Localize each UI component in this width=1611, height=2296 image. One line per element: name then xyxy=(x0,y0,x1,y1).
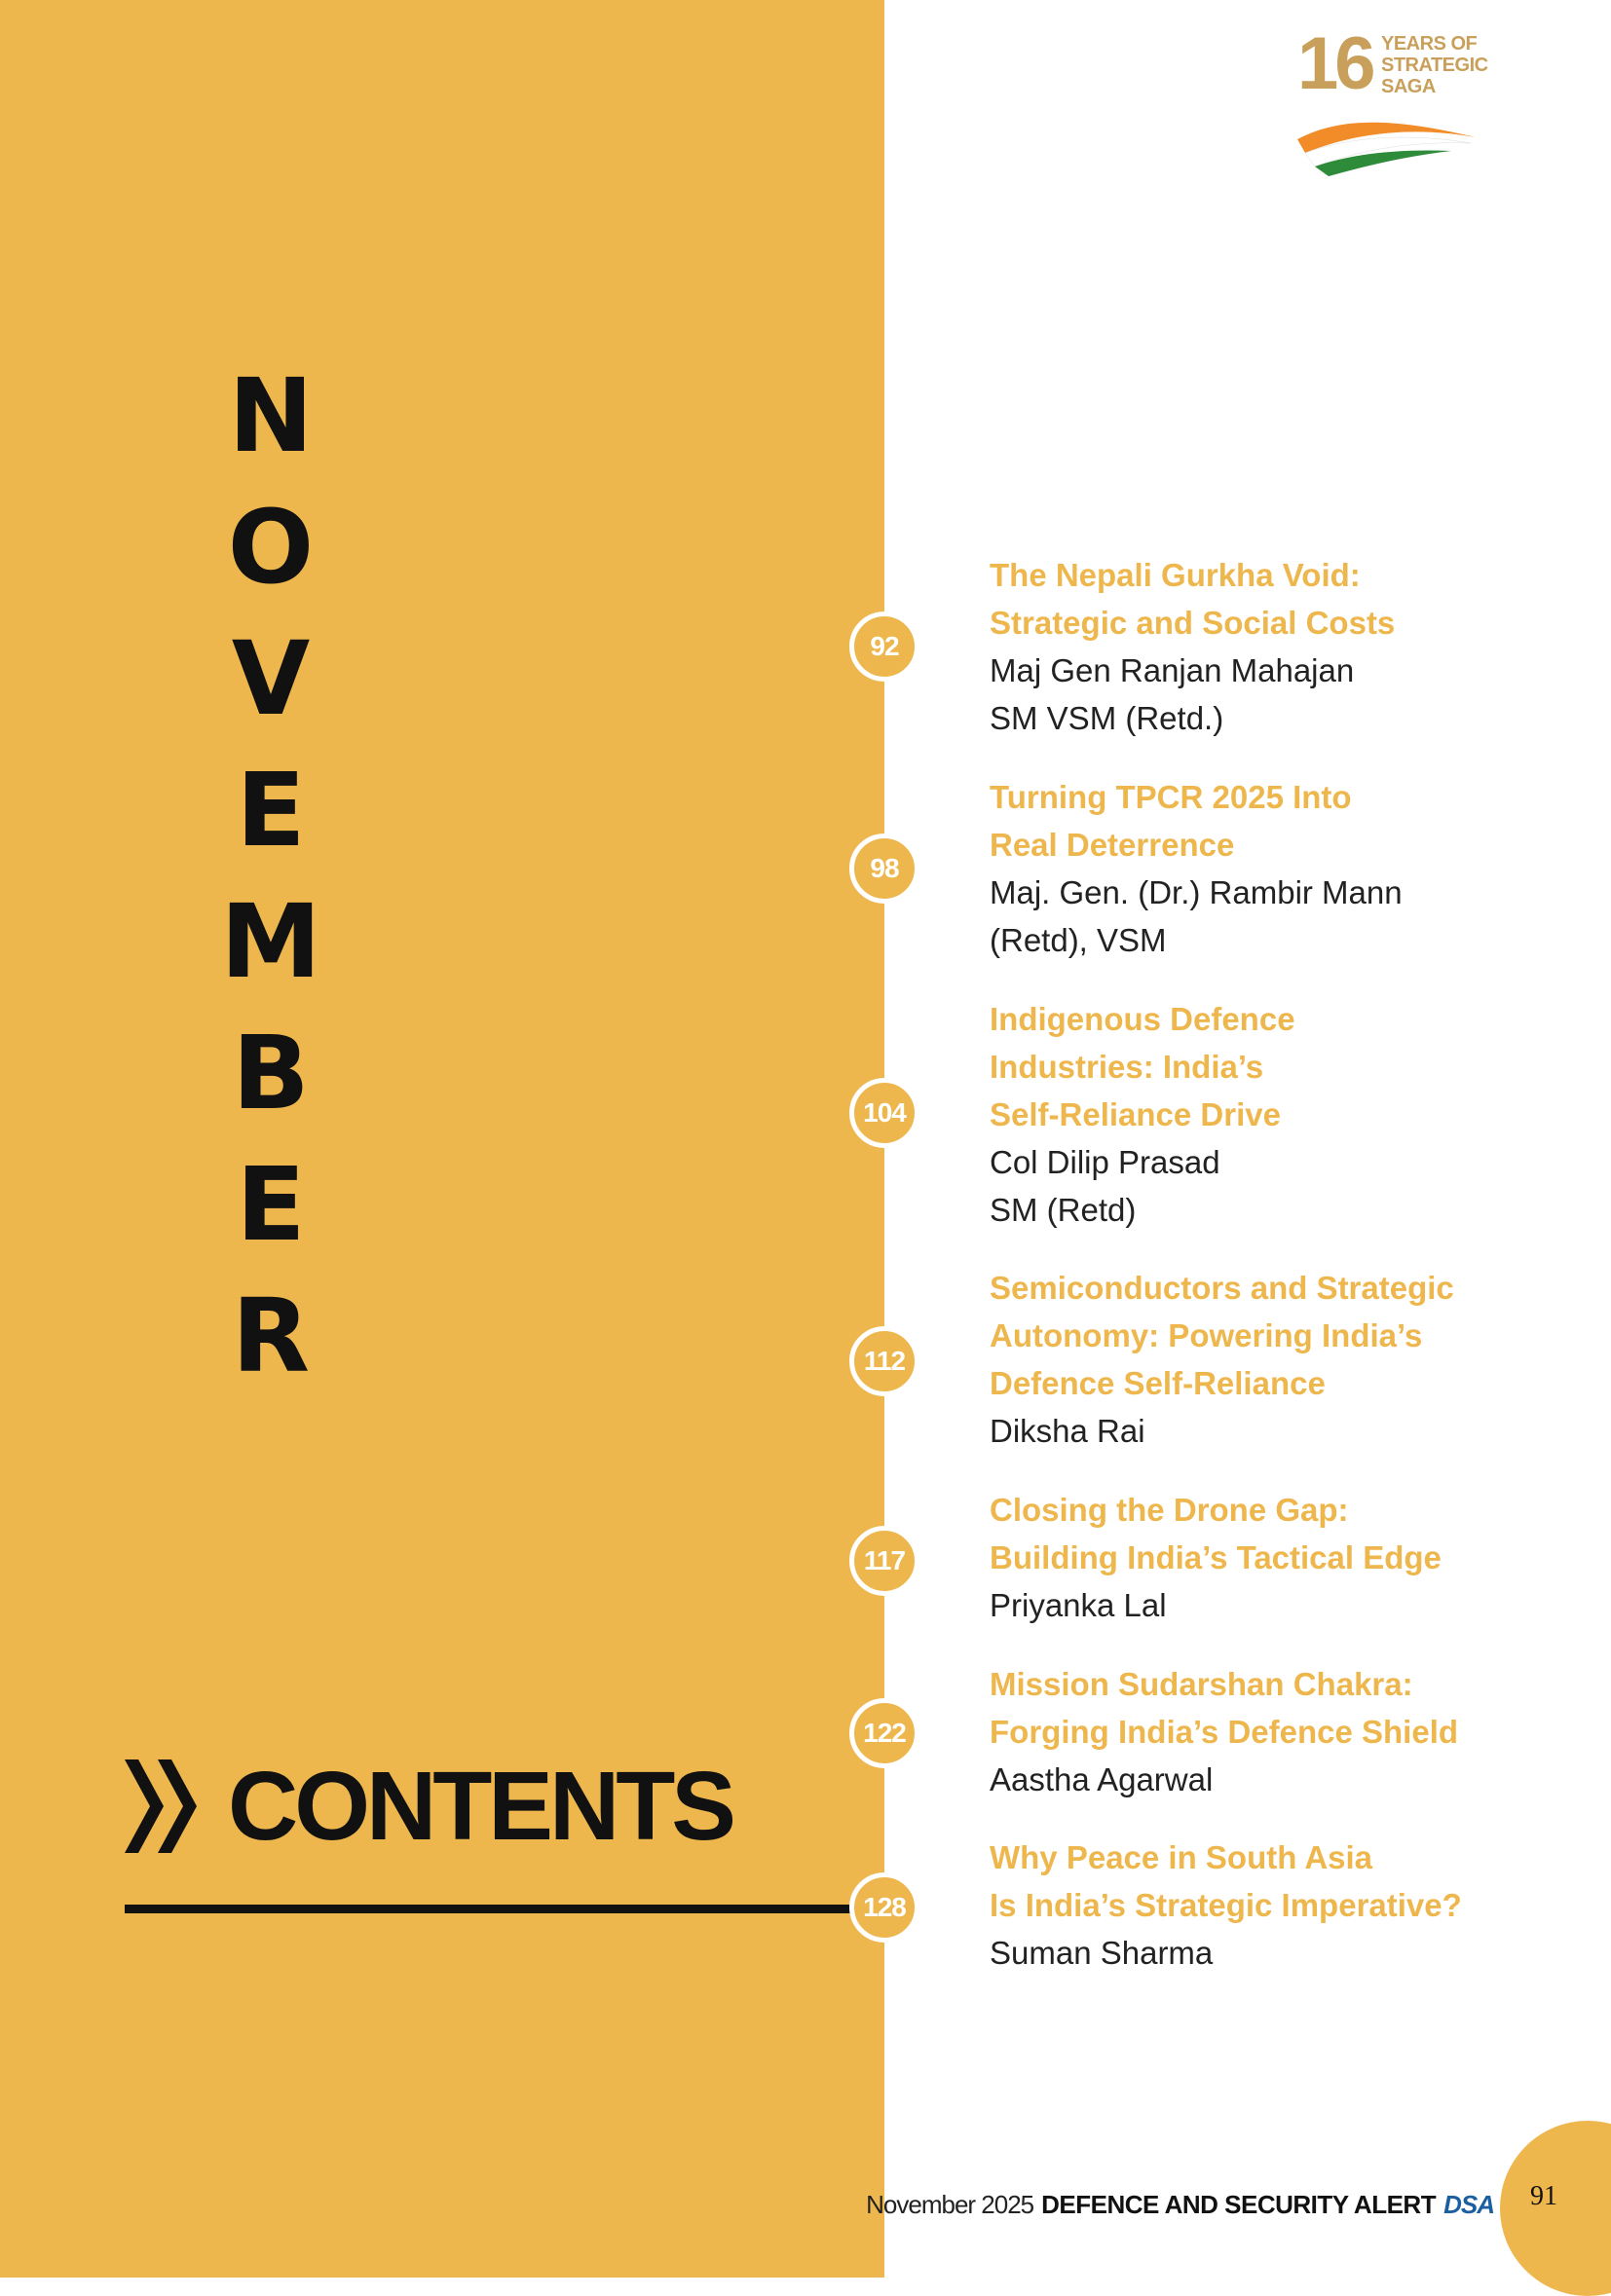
entry-title[interactable]: Forging India’s Defence Shield xyxy=(990,1714,1459,1750)
divider-line xyxy=(125,1905,865,1913)
entry-author: Col Dilip Prasad xyxy=(990,1144,1220,1180)
month-letter: E xyxy=(236,751,306,870)
toc-entry[interactable] xyxy=(990,1660,1535,1803)
entry-author: SM VSM (Retd.) xyxy=(990,700,1224,736)
logo-words: YEARS OF STRATEGIC SAGA xyxy=(1381,33,1488,97)
month-letter: B xyxy=(232,1014,310,1132)
entry-author: Diksha Rai xyxy=(990,1413,1145,1449)
page-number: 91 xyxy=(1530,2181,1557,2211)
month-letter: V xyxy=(231,619,311,738)
footer xyxy=(866,2185,1494,2224)
month-letter: O xyxy=(227,488,315,607)
page-badge[interactable]: 128 xyxy=(849,1872,919,1943)
contents-label: CONTENTS xyxy=(228,1751,732,1861)
entry-title[interactable]: Strategic and Social Costs xyxy=(990,605,1396,641)
entry-title[interactable]: The Nepali Gurkha Void: xyxy=(990,557,1361,593)
entry-title[interactable]: Autonomy: Powering India’s xyxy=(990,1317,1423,1353)
toc-entry[interactable] xyxy=(990,1264,1535,1455)
month-letter: N xyxy=(228,356,314,475)
entry-title[interactable]: Closing the Drone Gap: xyxy=(990,1492,1349,1528)
dsa-logo: DSA xyxy=(1443,2189,1494,2219)
vertical-month-title xyxy=(195,351,347,1402)
entry-author: Maj Gen Ranjan Mahajan xyxy=(990,652,1355,688)
entry-title[interactable]: Is India’s Strategic Imperative? xyxy=(990,1887,1462,1923)
entry-author: SM (Retd) xyxy=(990,1192,1137,1228)
entry-title[interactable]: Mission Sudarshan Chakra: xyxy=(990,1666,1413,1702)
toc-entry[interactable] xyxy=(990,773,1535,964)
footer-magazine-name: DEFENCE AND SECURITY ALERT xyxy=(1041,2189,1437,2219)
toc-entry[interactable] xyxy=(990,1833,1535,1977)
entry-title[interactable]: Indigenous Defence xyxy=(990,1001,1295,1037)
logo-number: 16 xyxy=(1297,22,1372,105)
entry-title[interactable]: Semiconductors and Strategic xyxy=(990,1270,1454,1306)
anniversary-logo xyxy=(1295,22,1490,164)
flag-swoosh-icon xyxy=(1295,110,1480,178)
entry-author: (Retd), VSM xyxy=(990,922,1167,958)
entry-author: Maj. Gen. (Dr.) Rambir Mann xyxy=(990,874,1403,910)
page-badge[interactable]: 98 xyxy=(849,833,919,904)
entry-title[interactable]: Building India’s Tactical Edge xyxy=(990,1539,1442,1575)
page-badge[interactable]: 112 xyxy=(849,1326,919,1396)
footer-date: November 2025 xyxy=(866,2189,1034,2219)
page-badge[interactable]: 122 xyxy=(849,1698,919,1768)
entry-title[interactable]: Industries: India’s xyxy=(990,1049,1264,1085)
entry-author: Suman Sharma xyxy=(990,1935,1214,1971)
toc-entry[interactable] xyxy=(990,1486,1535,1629)
entry-title[interactable]: Why Peace in South Asia xyxy=(990,1839,1373,1875)
month-letter: M xyxy=(220,882,321,1001)
double-chevron-icon xyxy=(125,1758,201,1855)
month-letter: E xyxy=(236,1145,306,1264)
entry-title[interactable]: Defence Self-Reliance xyxy=(990,1365,1326,1401)
entry-title[interactable]: Real Deterrence xyxy=(990,827,1235,863)
entry-title[interactable]: Self-Reliance Drive xyxy=(990,1096,1281,1132)
page-badge[interactable]: 104 xyxy=(849,1078,919,1148)
entry-author: Priyanka Lal xyxy=(990,1587,1167,1623)
month-letter: R xyxy=(231,1277,311,1395)
toc-entry[interactable] xyxy=(990,551,1535,742)
toc-entry[interactable] xyxy=(990,995,1535,1234)
page-badge[interactable]: 117 xyxy=(849,1526,919,1596)
page-badge[interactable]: 92 xyxy=(849,611,919,682)
contents-heading xyxy=(125,1753,732,1860)
entry-title[interactable]: Turning TPCR 2025 Into xyxy=(990,779,1352,815)
entry-author: Aastha Agarwal xyxy=(990,1761,1214,1797)
